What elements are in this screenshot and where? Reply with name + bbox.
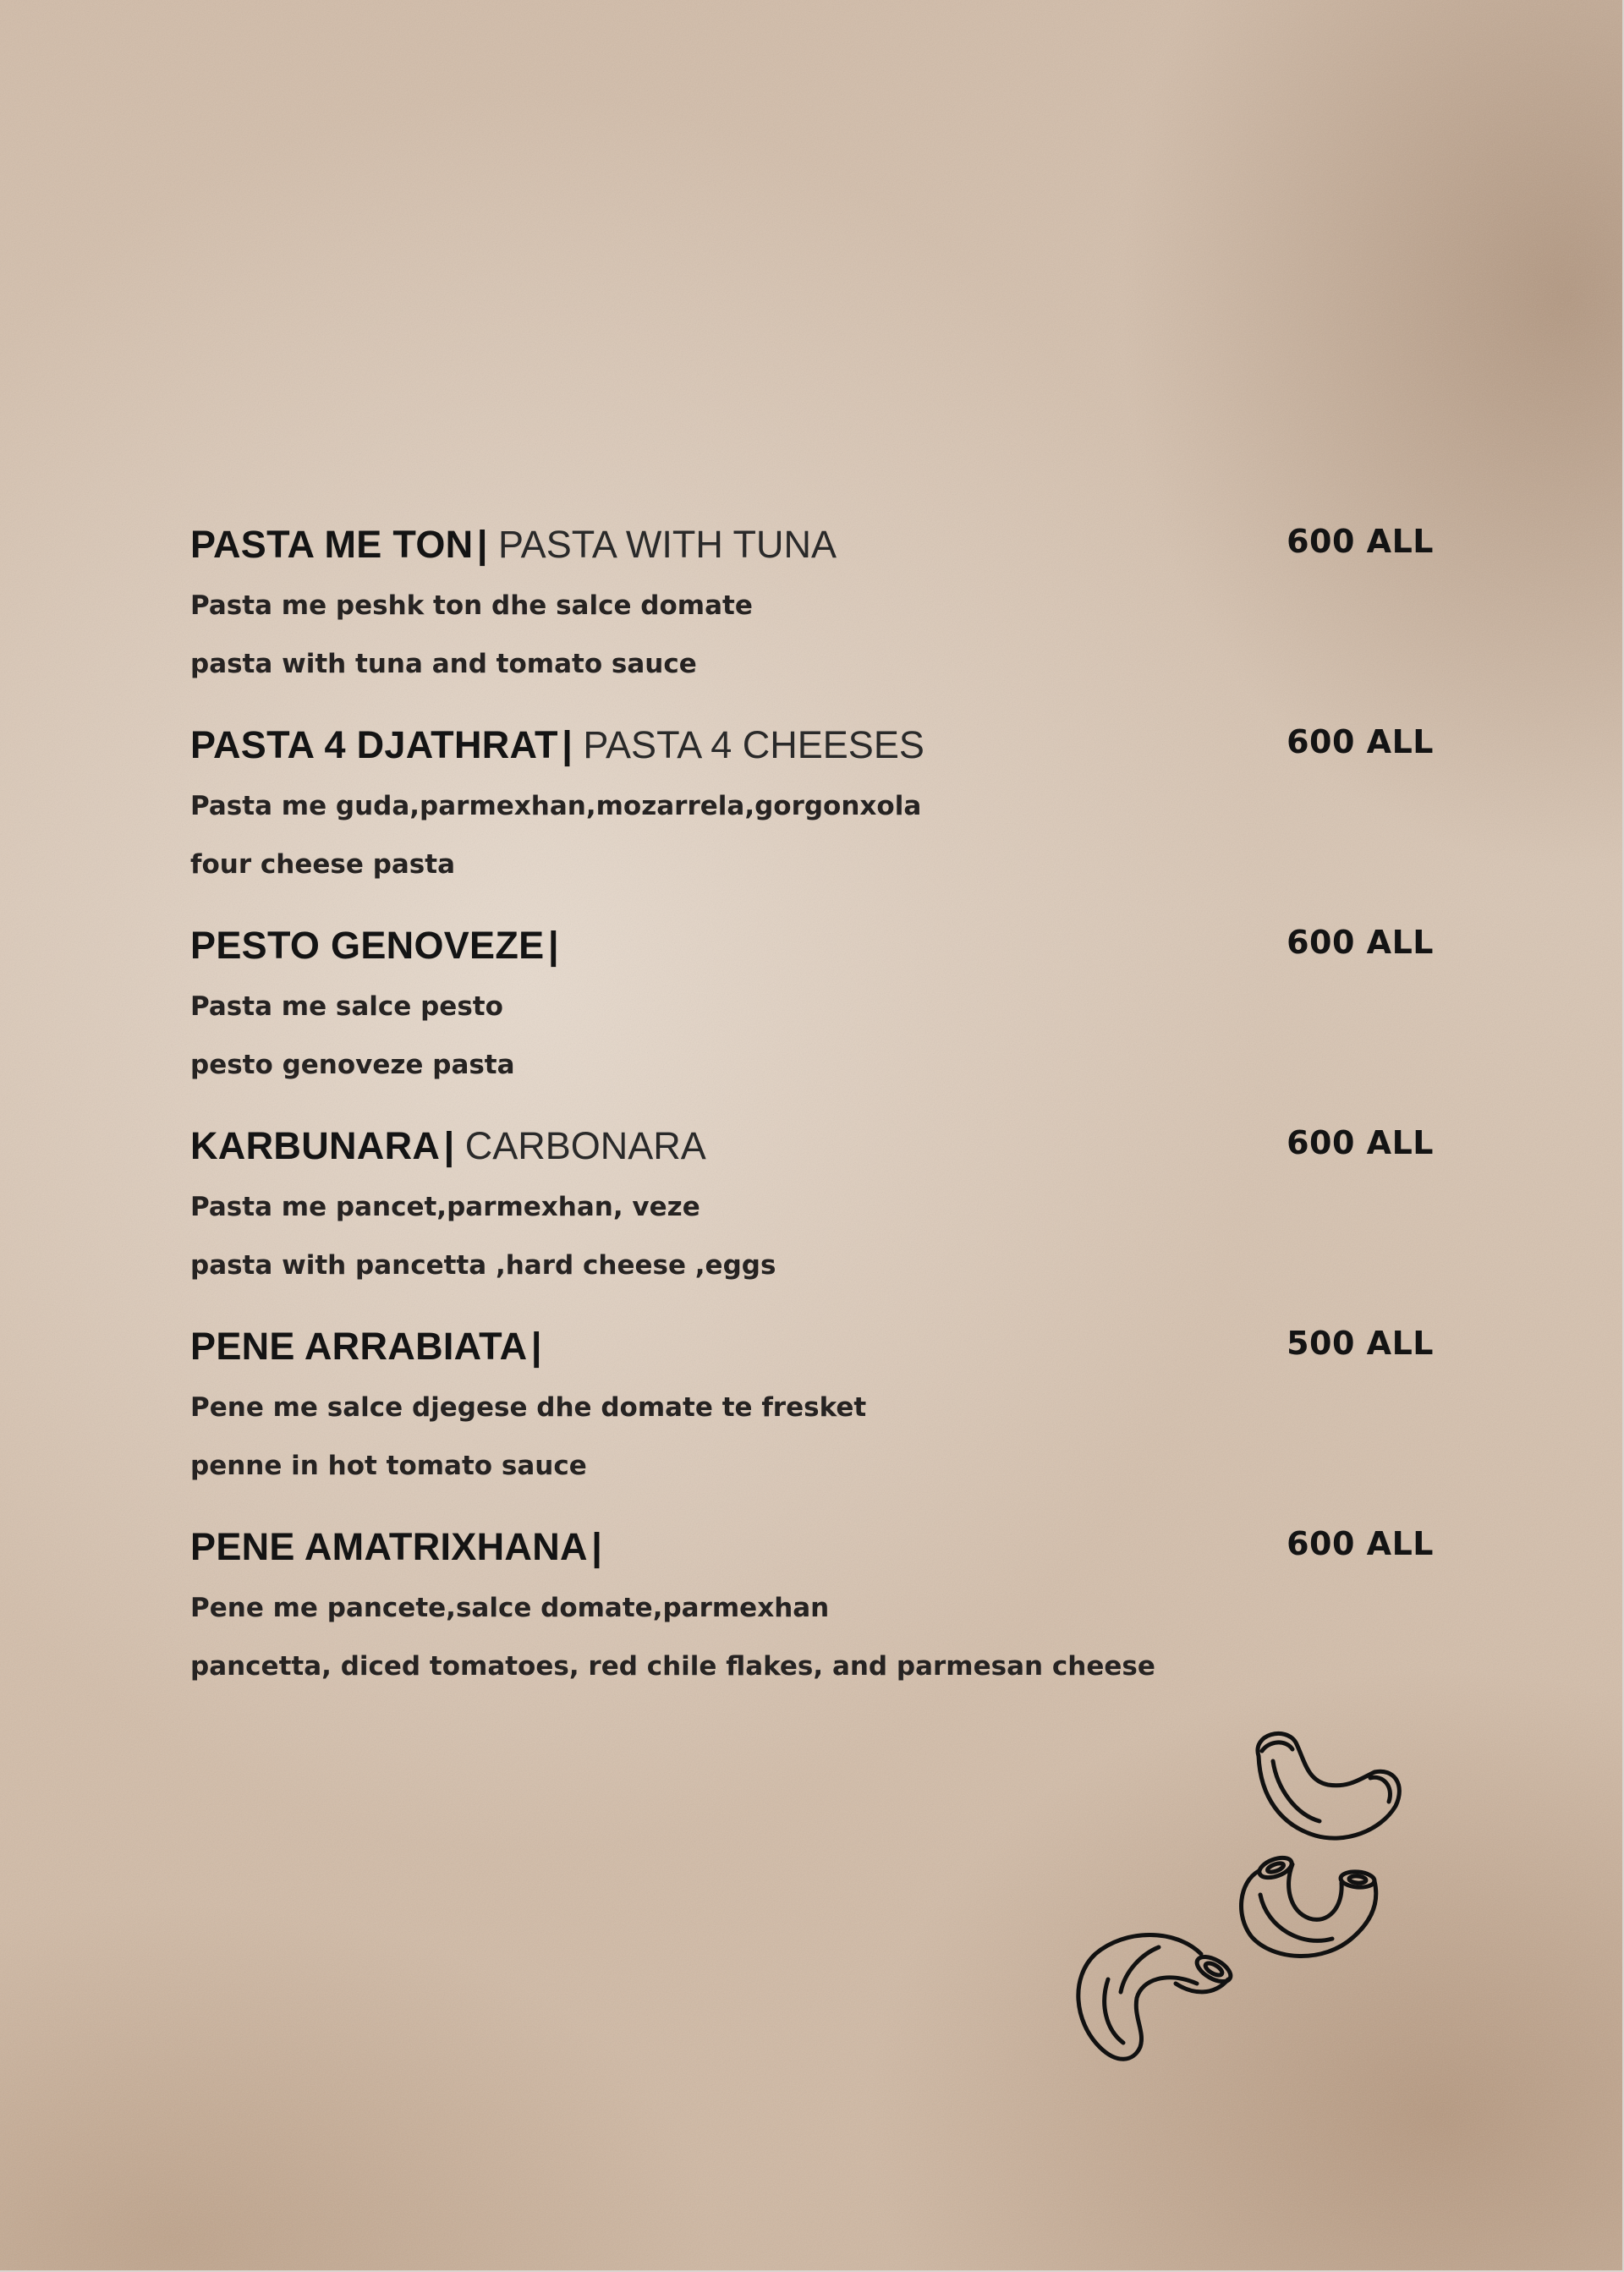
item-description-english: penne in hot tomato sauce [190,1451,587,1481]
title-separator: | [547,924,559,967]
macaroni-pasta-icon [1074,1726,1413,2081]
item-description-english: pasta with tuna and tomato sauce [190,649,697,679]
macaroni-piece-top [1258,1733,1399,1838]
item-description-albanian: Pasta me pancet,parmexhan, veze [190,1192,700,1222]
menu-item-pene-amatrixhana [190,1525,1434,1696]
item-price: 600 ALL [1287,723,1434,760]
item-title-line [190,1325,1434,1384]
item-name: PASTA 4 DJATHRAT [190,723,558,766]
item-description-albanian: Pene me pancete,salce domate,parmexhan [190,1593,830,1623]
item-price: 600 ALL [1287,924,1434,961]
item-name: PESTO GENOVEZE [190,924,545,967]
item-price: 600 ALL [1287,1124,1434,1161]
macaroni-piece-bottom [1078,1935,1235,2060]
title-separator: | [530,1325,542,1368]
item-description-albanian: Pene me salce djegese dhe domate te fresket [190,1392,867,1423]
item-name: PASTA ME TON [190,523,474,566]
item-name: PENE AMATRIXHANA [190,1525,588,1568]
title-separator: | [591,1525,602,1568]
item-description-english: pancetta, diced tomatoes, red chile flakes, and parmesan cheese [190,1651,1155,1682]
item-title-line [190,1124,1434,1183]
item-price: 600 ALL [1287,523,1434,560]
item-title-line [190,523,1434,582]
menu-item-pesto-genoveze [190,924,1434,1095]
item-description-albanian: Pasta me guda,parmexhan,mozarrela,gorgonxola [190,791,922,821]
menu-item-karbunara [190,1124,1434,1295]
item-name: PENE ARRABIATA [190,1325,528,1368]
item-description-albanian: Pasta me salce pesto [190,991,503,1022]
item-title-line [190,723,1434,782]
menu-item-pene-arrabiata [190,1325,1434,1495]
title-separator: | [562,723,584,766]
title-separator: | [443,1124,465,1167]
item-name-english: PASTA WITH TUNA [498,523,837,566]
item-description-english: pasta with pancetta ,hard cheese ,eggs [190,1250,776,1281]
item-description-english: pesto genoveze pasta [190,1050,515,1080]
menu-item-pasta-4-djathrat [190,723,1434,894]
macaroni-piece-middle [1242,1854,1376,1956]
item-name-english: PASTA 4 CHEESES [583,723,924,766]
item-description-albanian: Pasta me peshk ton dhe salce domate [190,590,753,621]
item-description-english: four cheese pasta [190,849,455,880]
item-name-english: CARBONARA [464,1124,706,1167]
item-title-line [190,1525,1434,1584]
item-title-line [190,924,1434,983]
item-price: 500 ALL [1287,1325,1434,1362]
item-price: 600 ALL [1287,1525,1434,1562]
title-separator: | [476,523,498,566]
menu-item-pasta-me-ton [190,523,1434,694]
item-name: KARBUNARA [190,1124,441,1167]
